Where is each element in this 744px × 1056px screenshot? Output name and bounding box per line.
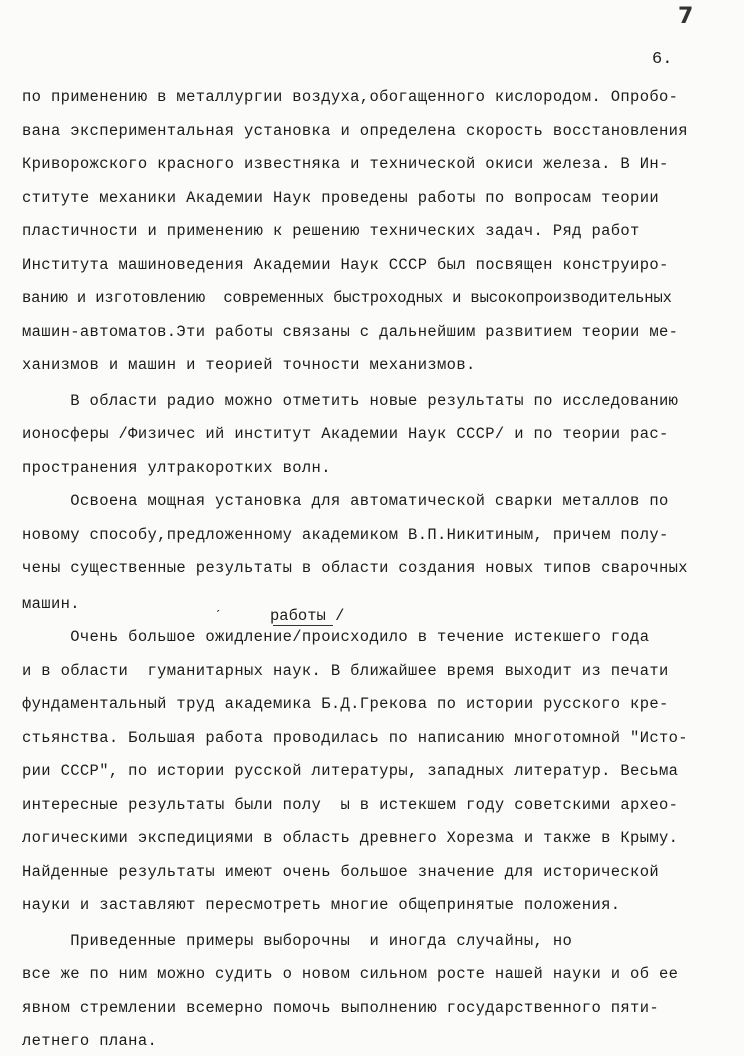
text-line: интересные результаты были полу ы в истекшем году советскими архео-: [22, 796, 679, 814]
text-line: ванию и изготовлению современных быстроходных и высокопроизводительных: [22, 289, 672, 307]
text-line: ионосферы /Физичес ий институт Академии Наук СССР/ и по теории рас-: [22, 425, 669, 443]
text-line: по применению в металлургии воздуха,обогащенного кислородом. Опробо-: [22, 88, 679, 106]
text-line: Освоена мощная установка для автоматической сварки металлов по: [22, 492, 669, 510]
text-line: Приведенные примеры выборочны и иногда случайны, но: [22, 932, 573, 950]
text-line: стьянства. Большая работа проводилась по написанию многотомной "Исто-: [22, 729, 688, 747]
text-line: и в области гуманитарных наук. В ближайшее время выходит из печати: [22, 662, 669, 680]
text-line: Криворожского красного известняка и технической окиси железа. В Ин-: [22, 155, 669, 173]
text-line: науки и заставляют пересмотреть многие общепринятые положения.: [22, 896, 621, 914]
text-line: ханизмов и машин и теорией точности механизмов.: [22, 356, 476, 374]
text-line: фундаментальный труд академика Б.Д.Грекова по истории русского кре-: [22, 695, 669, 713]
text-line: ституте механики Академии Наук проведены работы по вопросам теории: [22, 189, 659, 207]
text-line: летнего плана.: [22, 1032, 158, 1050]
text-line: явном стремлении всемерно помочь выполнению государственного пяти-: [22, 999, 659, 1017]
text-line: чены существенные результаты в области создания новых типов сварочных: [22, 559, 688, 577]
text-line: Института машиноведения Академии Наук СССР был посвящен конструиро-: [22, 256, 669, 274]
text-line: Найденные результаты имеют очень большое значение для исторической: [22, 863, 659, 881]
text-line: пластичности и применению к решению технических задач. Ряд работ: [22, 222, 640, 240]
text-line: В области радио можно отметить новые результаты по исследованию: [22, 392, 679, 410]
insertion-underline: [273, 625, 333, 626]
text-line: машин.: [22, 595, 80, 613]
text-line: новому способу,предложенному академиком В.П.Никитиным, причем полу-: [22, 526, 669, 544]
text-line: все же по ним можно судить о новом сильном росте нашей науки и об ее: [22, 965, 679, 983]
handwritten-insertion: работы /: [270, 607, 345, 625]
text-line: рии СССР", по истории русской литературы, западных литератур. Весьма: [22, 762, 679, 780]
page-number: 6.: [652, 50, 673, 69]
text-line: машин-автоматов.Эти работы связаны с дальнейшим развитием теории ме-: [22, 323, 679, 341]
text-line: Очень большое ожидление/происходило в течение истекшего года: [22, 628, 650, 646]
archive-page-number: 7: [678, 4, 694, 29]
text-line: пространения ултракоротких волн.: [22, 459, 331, 477]
text-line: логическими экспедициями в область древнего Хорезма и также в Крыму.: [22, 829, 679, 847]
text-line: вана экспериментальная установка и определена скорость восстановления: [22, 122, 688, 140]
tick-mark: ˊ: [214, 609, 223, 625]
